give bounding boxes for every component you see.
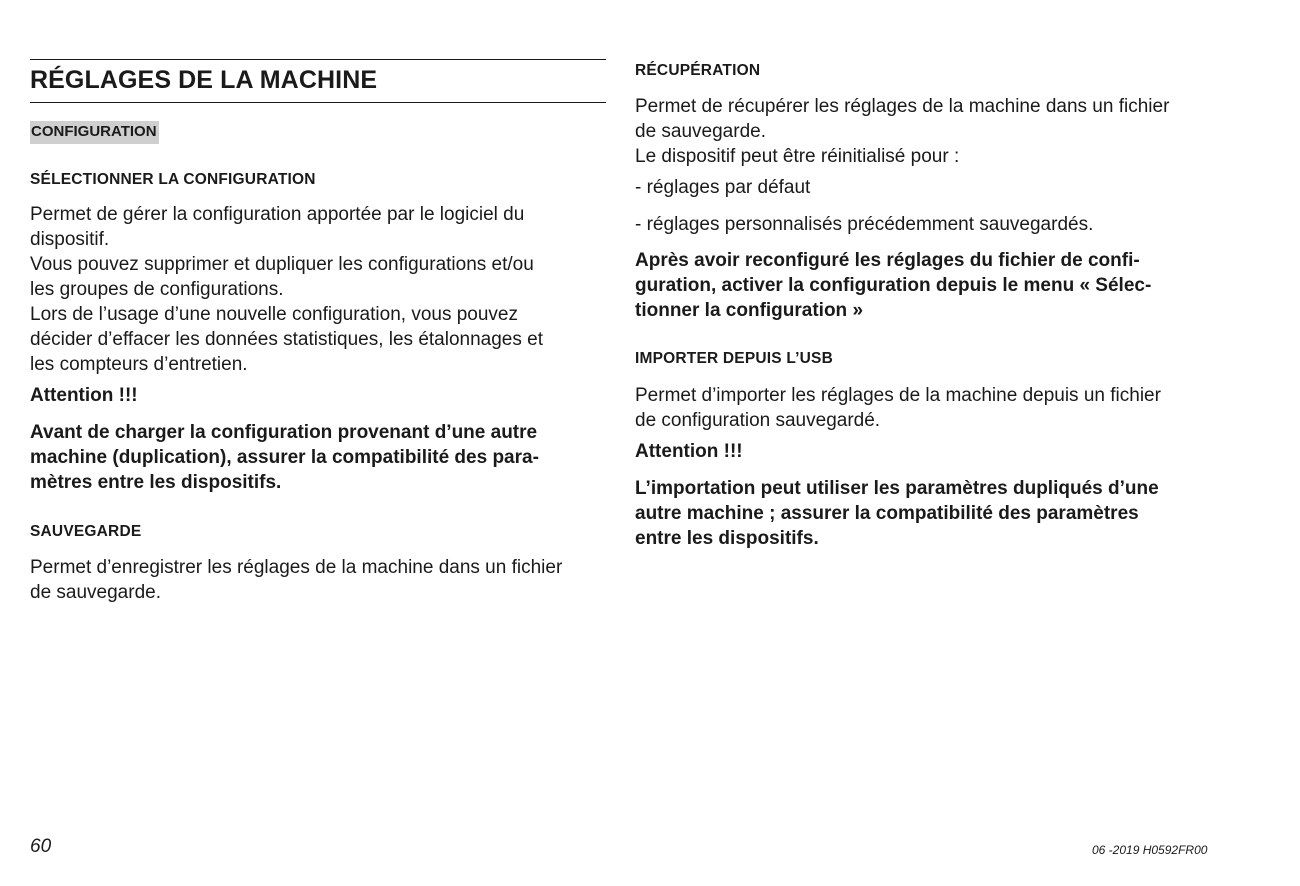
attention-label: Attention !!! — [635, 441, 743, 462]
text-line: dispositif. — [30, 229, 110, 250]
paragraph-backup — [30, 555, 562, 605]
text-line: autre machine ; assurer la compatibilité des paramètres — [635, 503, 1139, 524]
text-line: Le dispositif peut être réinitialisé pour : — [635, 146, 960, 167]
attention-label: Attention !!! — [30, 385, 138, 406]
warning-duplication — [30, 420, 539, 495]
text-line: Lors de l’usage d’une nouvelle configuration, vous pouvez — [30, 304, 518, 325]
text-line: Après avoir reconfiguré les réglages du fichier de confi- — [635, 250, 1140, 271]
text-line: Permet d’importer les réglages de la machine depuis un fichier — [635, 385, 1161, 406]
text-line: L’importation peut utiliser les paramètres dupliqués d’une — [635, 478, 1159, 499]
text-line: de configuration sauvegardé. — [635, 410, 881, 431]
section-tag-configuration: CONFIGURATION — [30, 121, 159, 144]
text-line: les groupes de configurations. — [30, 279, 284, 300]
heading-backup: SAUVEGARDE — [30, 523, 142, 540]
document-code: 06 -2019 H0592FR00 — [1092, 843, 1208, 857]
page-number: 60 — [30, 836, 52, 857]
heading-recovery: RÉCUPÉRATION — [635, 62, 761, 79]
text-line: guration, activer la configuration depuis le menu « Sélec- — [635, 275, 1152, 296]
text-line: décider d’effacer les données statistiques, les étalonnages et — [30, 329, 543, 350]
title-rule-top — [30, 59, 606, 60]
text-line: Avant de charger la configuration provenant d’une autre — [30, 422, 538, 443]
recovery-note — [635, 248, 1151, 323]
text-line: Vous pouvez supprimer et dupliquer les configurations et/ou — [30, 254, 534, 275]
text-line: tionner la configuration » — [635, 300, 864, 321]
text-line: de sauvegarde. — [635, 121, 766, 142]
text-line: Permet de gérer la configuration apportée par le logiciel du — [30, 204, 525, 225]
heading-import-usb: IMPORTER DEPUIS L’USB — [635, 350, 833, 367]
title-rule-bottom — [30, 102, 606, 103]
text-line: Permet de récupérer les réglages de la machine dans un fichier — [635, 96, 1170, 117]
heading-select-configuration: SÉLECTIONNER LA CONFIGURATION — [30, 171, 316, 188]
text-line: Permet d’enregistrer les réglages de la machine dans un fichier — [30, 557, 563, 578]
text-line: entre les dispositifs. — [635, 528, 819, 549]
page-title: RÉGLAGES DE LA MACHINE — [30, 66, 378, 94]
paragraph-recovery — [635, 94, 1169, 169]
text-line: de sauvegarde. — [30, 582, 161, 603]
text-line: les compteurs d’entretien. — [30, 354, 248, 375]
text-line: machine (duplication), assurer la compatibilité des para- — [30, 447, 539, 468]
option-default-settings: - réglages par défaut — [635, 177, 811, 198]
option-custom-settings: - réglages personnalisés précédemment sauvegardés. — [635, 214, 1094, 235]
paragraph-select-configuration — [30, 202, 543, 377]
paragraph-import-usb — [635, 383, 1161, 433]
text-line: mètres entre les dispositifs. — [30, 472, 282, 493]
warning-import — [635, 476, 1159, 551]
